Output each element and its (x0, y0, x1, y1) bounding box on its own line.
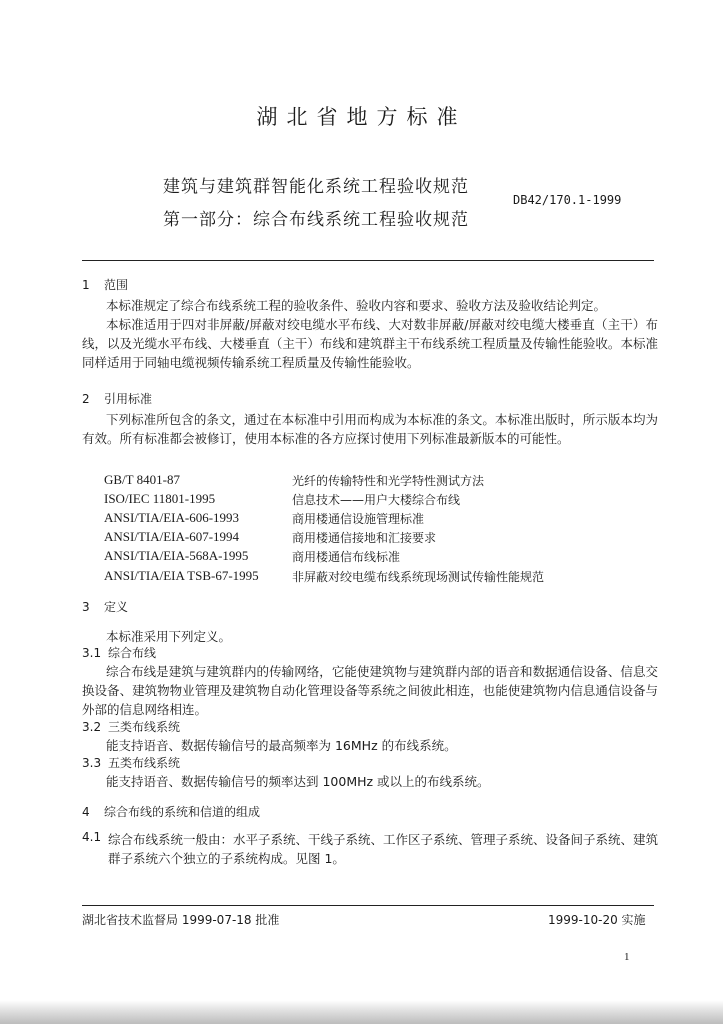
section-1-paragraph-2: 本标准适用于四对非屏蔽/屏蔽对绞电缆水平布线、大对数非屏蔽/屏蔽对绞电缆大楼垂直（主干）布线，以及光缆水平布线、大楼垂直（主干）布线和建筑群主干布线系统工程质量及传输性能验收。本标准同样适用于同轴电缆视频传输系统工程质量及传输性能验收。 (82, 317, 658, 370)
section-4-heading (82, 803, 260, 820)
reference-name: 商用楼通信设施管理标准 (292, 512, 425, 526)
reference-name: 商用楼通信布线标准 (292, 550, 401, 564)
definition-title: 综合布线 (108, 646, 157, 660)
section-title: 范围 (104, 278, 129, 292)
clause-4-1-text: 综合布线系统一般由：水平子系统、干线子系统、工作区子系统、管理子系统、设备间子系统、建筑群子系统六个独立的子系统构成。见图 1。 (108, 832, 659, 866)
section-1-heading (82, 276, 128, 293)
reference-code: ANSI/TIA/EIA-606-1993 (104, 510, 240, 525)
scan-edge-band (0, 1000, 723, 1024)
definition-number: 3.3 (82, 756, 102, 770)
section-2-paragraph-1: 下列标准所包含的条文，通过在本标准中引用而构成为本标准的条文。本标准出版时，所示版本均为有效。所有标准都会被修订，使用本标准的各方应探讨使用下列标准最新版本的可能性。 (82, 412, 658, 446)
definition-title: 五类布线系统 (108, 756, 181, 770)
definition-3-3-heading (82, 754, 180, 771)
header-divider (82, 260, 654, 261)
section-number: 2 (82, 392, 90, 406)
section-1-paragraph-1: 本标准规定了综合布线系统工程的验收条件、验收内容和要求、验收方法及验收结论判定。 (106, 298, 607, 313)
reference-name: 商用楼通信接地和汇接要求 (292, 531, 437, 545)
definition-3-1-heading (82, 644, 156, 661)
clause-number: 4.1 (82, 830, 102, 844)
section-3-heading (82, 598, 128, 615)
definition-3-2-text: 能支持语音、数据传输信号的最高频率为 16MHz 的布线系统。 (106, 738, 457, 753)
section-title: 定义 (104, 600, 129, 614)
reference-code: ISO/IEC 11801-1995 (104, 491, 216, 506)
doc-title-line2: 第一部分：综合布线系统工程验收规范 (163, 210, 469, 230)
section-2-heading (82, 390, 152, 407)
approval-note: 湖北省技术监督局 1999-07-18 批准 (82, 913, 280, 927)
reference-code: ANSI/TIA/EIA-607-1994 (104, 529, 240, 544)
section-number: 4 (82, 805, 90, 819)
definition-3-2-heading (82, 718, 180, 735)
definition-title: 三类布线系统 (108, 720, 181, 734)
section-title: 综合布线的系统和信道的组成 (104, 805, 261, 819)
definition-3-1-text: 综合布线是建筑与建筑群内的传输网络，它能使建筑物与建筑群内部的语音和数据通信设备、信息交换设备、建筑物物业管理及建筑物自动化管理设备等系统之间彼此相连，也能使建筑物内信息通信设备与外部的信息网络相连。 (82, 664, 658, 717)
page-number: 1 (624, 951, 630, 963)
definition-number: 3.2 (82, 720, 102, 734)
reference-code: GB/T 8401-87 (104, 472, 180, 487)
definition-3-3-text: 能支持语音、数据传输信号的频率达到 100MHz 或以上的布线系统。 (106, 774, 490, 789)
reference-name: 信息技术——用户大楼综合布线 (292, 493, 461, 507)
reference-name: 光纤的传输特性和光学特性测试方法 (292, 474, 485, 488)
implementation-date: 1999-10-20 实施 (548, 913, 646, 927)
doc-code: DB42/170.1-1999 (513, 193, 622, 207)
section-title: 引用标准 (104, 392, 153, 406)
reference-code: ANSI/TIA/EIA TSB-67-1995 (104, 568, 259, 583)
section-number: 1 (82, 278, 90, 292)
doc-title-line1: 建筑与建筑群智能化系统工程验收规范 (163, 177, 469, 197)
clause-4-1 (82, 830, 108, 844)
section-3-intro: 本标准采用下列定义。 (106, 629, 232, 644)
definition-number: 3.1 (82, 646, 102, 660)
section-number: 3 (82, 600, 90, 614)
standard-title: 湖北省地方标准 (256, 105, 467, 129)
reference-name: 非屏蔽对绞电缆布线系统现场测试传输性能规范 (292, 570, 545, 584)
footer-divider (82, 905, 654, 906)
reference-code: ANSI/TIA/EIA-568A-1995 (104, 548, 249, 563)
